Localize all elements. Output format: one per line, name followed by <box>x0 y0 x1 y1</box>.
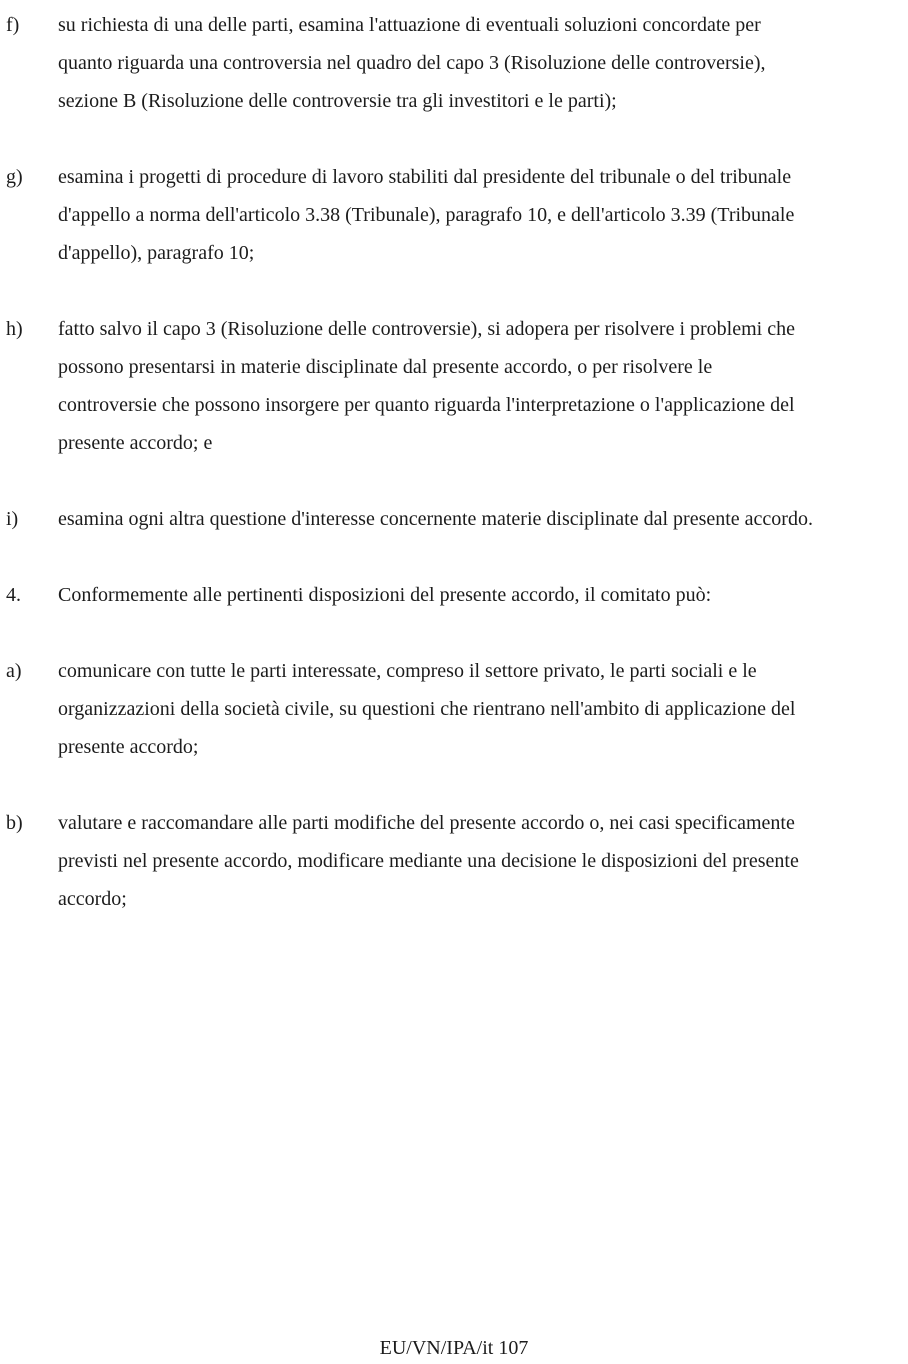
list-item-b <box>6 804 900 918</box>
text-line: d'appello), paragrafo 10; <box>58 242 255 264</box>
list-item-g <box>6 158 900 272</box>
item-text <box>58 804 900 918</box>
item-label: b) <box>6 812 23 834</box>
text-line: sezione B (Risoluzione delle controversie tra gli investitori e le parti); <box>58 90 617 112</box>
text-line: presente accordo; e <box>58 432 213 454</box>
text-line: esamina i progetti di procedure di lavoro stabiliti dal presidente del tribunale o del tribunale <box>58 166 792 188</box>
item-text <box>58 652 900 766</box>
text-line: fatto salvo il capo 3 (Risoluzione delle controversie), si adopera per risolvere i problemi che <box>58 318 795 340</box>
list-item-i <box>6 500 900 538</box>
text-line: organizzazioni della società civile, su questioni che rientrano nell'ambito di applicazione del <box>58 698 796 720</box>
list-item-f <box>6 6 900 120</box>
text-line: d'appello a norma dell'articolo 3.38 (Tribunale), paragrafo 10, e dell'articolo 3.39 (Tribunale <box>58 204 795 226</box>
item-text <box>58 158 900 272</box>
text-line: controversie che possono insorgere per quanto riguarda l'interpretazione o l'applicazione del <box>58 394 795 416</box>
item-label: a) <box>6 660 22 682</box>
text-line: quanto riguarda una controversia nel quadro del capo 3 (Risoluzione delle controversie), <box>58 52 766 74</box>
text-line: esamina ogni altra questione d'interesse concernente materie disciplinate dal presente accordo. <box>58 508 813 530</box>
list-item-a <box>6 652 900 766</box>
text-line: possono presentarsi in materie disciplinate dal presente accordo, o per risolvere le <box>58 356 713 378</box>
item-text <box>58 6 900 120</box>
text-line: valutare e raccomandare alle parti modifiche del presente accordo o, nei casi specificamente <box>58 812 795 834</box>
text-line: presente accordo; <box>58 736 199 758</box>
item-label: 4. <box>6 584 21 606</box>
item-text <box>58 500 900 538</box>
item-text <box>58 576 900 614</box>
item-label: g) <box>6 166 23 188</box>
list-item-4 <box>6 576 900 614</box>
page-footer-reference: EU/VN/IPA/it 107 <box>379 1337 529 1359</box>
text-line: Conformemente alle pertinenti disposizioni del presente accordo, il comitato può: <box>58 584 712 606</box>
item-label: h) <box>6 318 23 340</box>
text-line: comunicare con tutte le parti interessate, compreso il settore privato, le parti sociali e le <box>58 660 757 682</box>
item-label: i) <box>6 508 19 530</box>
text-line: su richiesta di una delle parti, esamina l'attuazione di eventuali soluzioni concordate per <box>58 14 761 36</box>
list-item-h <box>6 310 900 462</box>
item-label: f) <box>6 14 20 36</box>
text-line: accordo; <box>58 888 127 910</box>
item-text <box>58 310 900 462</box>
text-line: previsti nel presente accordo, modificare mediante una decisione le disposizioni del presente <box>58 850 799 872</box>
